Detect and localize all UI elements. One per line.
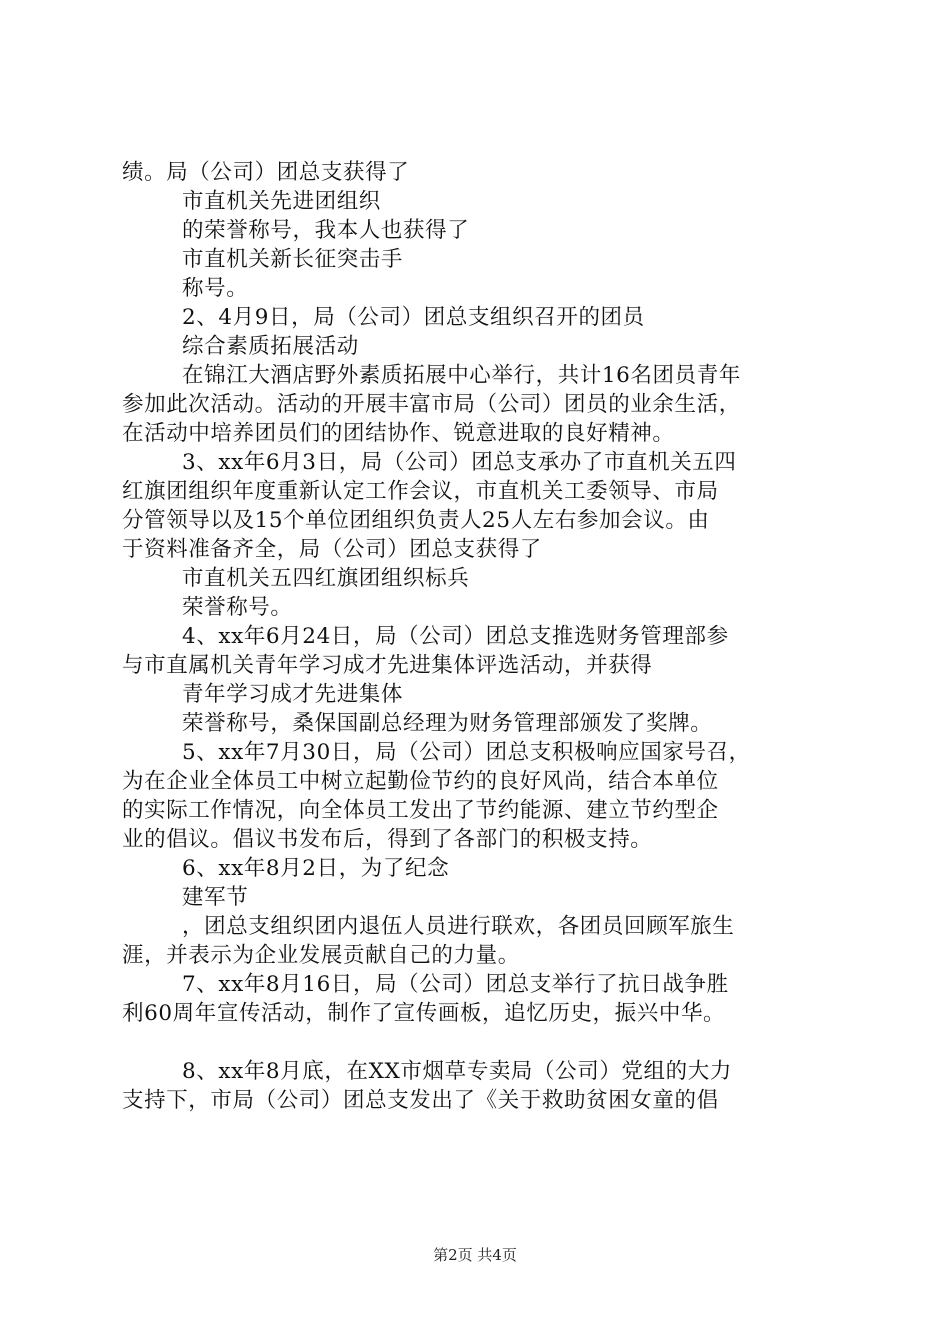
text-line: 7、xx年8月16日，局（公司）团总支举行了抗日战争胜 [182, 972, 729, 997]
text-line: 的荣誉称号，我本人也获得了 [182, 218, 470, 243]
text-line: 8、xx年8月底，在XX市烟草专卖局（公司）党组的大力 [182, 1059, 732, 1084]
text-line: 参加此次活动。活动的开展丰富市局（公司）团员的业余生活， [122, 392, 741, 417]
text-line: 荣誉称号，桑保国副总经理为财务管理部颁发了奖牌。 [182, 711, 713, 736]
text-line: 在锦江大酒店野外素质拓展中心举行，共计16名团员青年 [182, 363, 741, 388]
text-line: 市直机关五四红旗团组织标兵 [182, 566, 470, 591]
text-line: 荣誉称号。 [182, 595, 293, 620]
text-line: 在活动中培养团员们的团结协作、锐意进取的良好精神。 [122, 421, 675, 446]
text-line: 涯，并表示为企业发展贡献自己的力量。 [122, 943, 520, 968]
text-line: 支持下，市局（公司）团总支发出了《关于救助贫困女童的倡 [122, 1088, 719, 1113]
text-line: 3、xx年6月3日，局（公司）团总支承办了市直机关五四 [182, 450, 737, 475]
text-line: 与市直属机关青年学习成才先进集体评选活动，并获得 [122, 653, 653, 678]
text-line: 青年学习成才先进集体 [182, 682, 404, 707]
document-body [122, 158, 842, 1115]
text-line: ，团总支组织团内退伍人员进行联欢，各团员回顾军旅生 [182, 914, 735, 939]
text-line: 综合素质拓展活动 [182, 334, 359, 359]
text-line: 称号。 [182, 276, 249, 301]
paragraph-gap [122, 1028, 842, 1057]
text-line: 4、xx年6月24日，局（公司）团总支推选财务管理部参 [182, 624, 729, 649]
text-line: 建军节 [182, 885, 249, 910]
text-line: 为在企业全体员工中树立起勤俭节约的良好风尚，结合本单位 [122, 769, 719, 794]
text-line: 于资料准备齐全，局（公司）团总支获得了 [122, 537, 542, 562]
text-line: 6、xx年8月2日，为了纪念 [182, 856, 450, 881]
text-line: 市直机关新长征突击手 [182, 247, 404, 272]
text-line: 分管领导以及15个单位团组织负责人25人左右参加会议。由 [122, 508, 710, 533]
page-number-footer: 第2页 共4页 [433, 1246, 517, 1264]
text-line: 业的倡议。倡议书发布后，得到了各部门的积极支持。 [122, 827, 653, 852]
text-line: 红旗团组织年度重新认定工作会议，市直机关工委领导、市局 [122, 479, 719, 504]
text-line: 5、xx年7月30日，局（公司）团总支积极响应国家号召， [182, 740, 751, 765]
text-line: 利60周年宣传活动，制作了宣传画板，追忆历史，振兴中华。 [122, 1001, 726, 1026]
text-line: 绩。局（公司）团总支获得了 [122, 160, 410, 185]
text-line: 2、4月9日，局（公司）团总支组织召开的团员 [182, 305, 645, 330]
text-line: 的实际工作情况，向全体员工发出了节约能源、建立节约型企 [122, 798, 719, 823]
text-line: 市直机关先进团组织 [182, 189, 381, 214]
